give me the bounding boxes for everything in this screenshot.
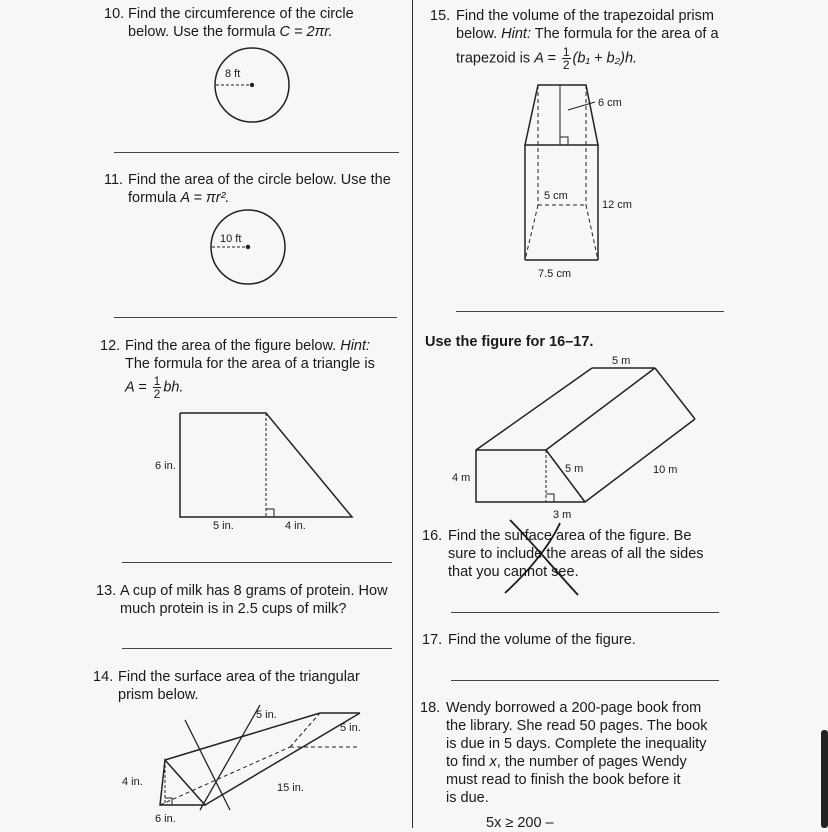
hidden-edge <box>525 205 538 260</box>
bottom-label: 6 in. <box>155 813 176 825</box>
slant-label: 5 m <box>565 463 584 475</box>
fraction: $\frac{1}{2}$ <box>153 374 161 401</box>
radius-label: 10 ft <box>220 233 242 245</box>
question-number: 11. <box>104 172 124 188</box>
cross-out-mark <box>500 515 590 600</box>
question-text: Find the surface area of the figure. Be <box>448 528 692 544</box>
trapezoidal-prism-figure-15 <box>510 80 670 285</box>
top-label: 5 in. <box>256 709 277 721</box>
question-15 <box>430 7 750 71</box>
fraction: $\frac{1}{2}$ <box>562 45 570 72</box>
radius-label: 8 ft <box>225 68 241 80</box>
composite-figure-12 <box>150 405 380 540</box>
question-text: formula A = πr². <box>128 190 230 206</box>
length-label: 15 in. <box>277 782 304 794</box>
front-triangle <box>476 450 585 502</box>
base-label-2: 4 in. <box>285 520 306 532</box>
question-14 <box>93 668 405 704</box>
question-text: The formula for the area of a triangle is <box>125 356 375 372</box>
question-number: 18. <box>420 700 441 716</box>
left-label: 4 m <box>452 472 471 484</box>
edge <box>655 368 695 419</box>
base-label-1: 5 in. <box>213 520 234 532</box>
formula: C = 2πr. <box>279 24 333 40</box>
triangular-prism-figure-16-17 <box>440 352 710 524</box>
center-point <box>246 245 250 249</box>
question-text: Find the area of the circle below. Use the <box>128 172 391 188</box>
question-text: prism below. <box>118 687 199 703</box>
base-label: 3 m <box>553 509 572 521</box>
question-text: sure to include the areas of all the sides <box>448 546 704 562</box>
bottom-label: 7.5 cm <box>538 268 572 280</box>
question-text: much protein is in 2.5 cups of milk? <box>120 601 347 617</box>
right-angle-mark <box>546 494 554 502</box>
answer-line[interactable] <box>122 648 392 649</box>
top-label: 5 m <box>612 355 631 367</box>
question-text: A cup of milk has 8 grams of protein. How <box>120 583 388 599</box>
answer-line[interactable] <box>122 562 392 563</box>
question-text: below. Hint: The formula for the area of a <box>456 26 719 42</box>
question-number: 16. <box>422 528 443 544</box>
question-text: Find the surface area of the triangular <box>118 669 360 685</box>
answer-line[interactable] <box>451 612 719 613</box>
column-divider <box>412 0 413 828</box>
formula: A = πr². <box>180 190 230 206</box>
length-label: 10 m <box>653 464 678 476</box>
edge <box>585 419 695 502</box>
edge <box>476 368 592 450</box>
question-text: that you cannot see. <box>448 564 579 580</box>
question-text: Find the circumference of the circle <box>128 6 354 22</box>
inequality: 5x ≥ 200 – <box>486 815 554 831</box>
question-11 <box>104 171 404 207</box>
scrollbar[interactable] <box>821 730 828 828</box>
edge <box>546 368 655 450</box>
height-label: 12 cm <box>602 199 632 211</box>
mid-label: 5 cm <box>544 190 568 202</box>
circle-figure-10 <box>210 48 295 128</box>
question-text: Find the volume of the figure. <box>448 632 636 648</box>
question-number: 15. <box>430 8 451 24</box>
right-angle-mark <box>560 137 568 145</box>
left-label: 4 in. <box>122 776 143 788</box>
question-17 <box>422 631 752 649</box>
answer-line[interactable] <box>456 311 724 312</box>
center-point <box>250 83 254 87</box>
question-text: must read to finish the book before it <box>446 772 681 788</box>
question-10 <box>104 5 404 41</box>
formula: A = $\frac{1}{2}$ bh. <box>125 374 184 401</box>
question-text: to find x, the number of pages Wendy <box>446 754 687 770</box>
question-text: Find the volume of the trapezoidal prism <box>456 8 714 24</box>
right-angle-mark <box>266 509 274 517</box>
triangular-prism-figure-14 <box>110 700 380 828</box>
question-number: 17. <box>422 632 443 648</box>
question-number: 10. <box>104 6 125 22</box>
question-text: Wendy borrowed a 200-page book from <box>446 700 702 716</box>
answer-line[interactable] <box>114 152 399 153</box>
right-label: 5 in. <box>340 722 361 734</box>
question-number: 12. <box>100 338 121 354</box>
question-12 <box>100 337 405 400</box>
question-text: below. Use the formula C = 2πr. <box>128 24 333 40</box>
question-text: is due. <box>446 790 489 806</box>
question-number: 13. <box>96 583 117 599</box>
hidden-edge <box>586 205 598 260</box>
formula: trapezoid is A = $\frac{1}{2}$ (b₁ + b₂)h. <box>456 45 638 72</box>
question-18 <box>420 699 750 807</box>
question-text: is due in 5 days. Complete the inequality <box>446 736 707 752</box>
answer-line[interactable] <box>451 680 719 681</box>
answer-line[interactable] <box>114 317 397 318</box>
question-13 <box>96 582 406 618</box>
figure-heading: Use the figure for 16–17. <box>425 334 594 350</box>
height-label: 6 in. <box>155 460 176 472</box>
top-face <box>525 85 598 145</box>
question-text: Find the area of the figure below. Hint: <box>125 338 371 354</box>
top-label: 6 cm <box>598 97 622 109</box>
circle-figure-11 <box>208 209 293 289</box>
question-number: 14. <box>93 669 114 685</box>
question-text: the library. She read 50 pages. The book <box>446 718 708 734</box>
